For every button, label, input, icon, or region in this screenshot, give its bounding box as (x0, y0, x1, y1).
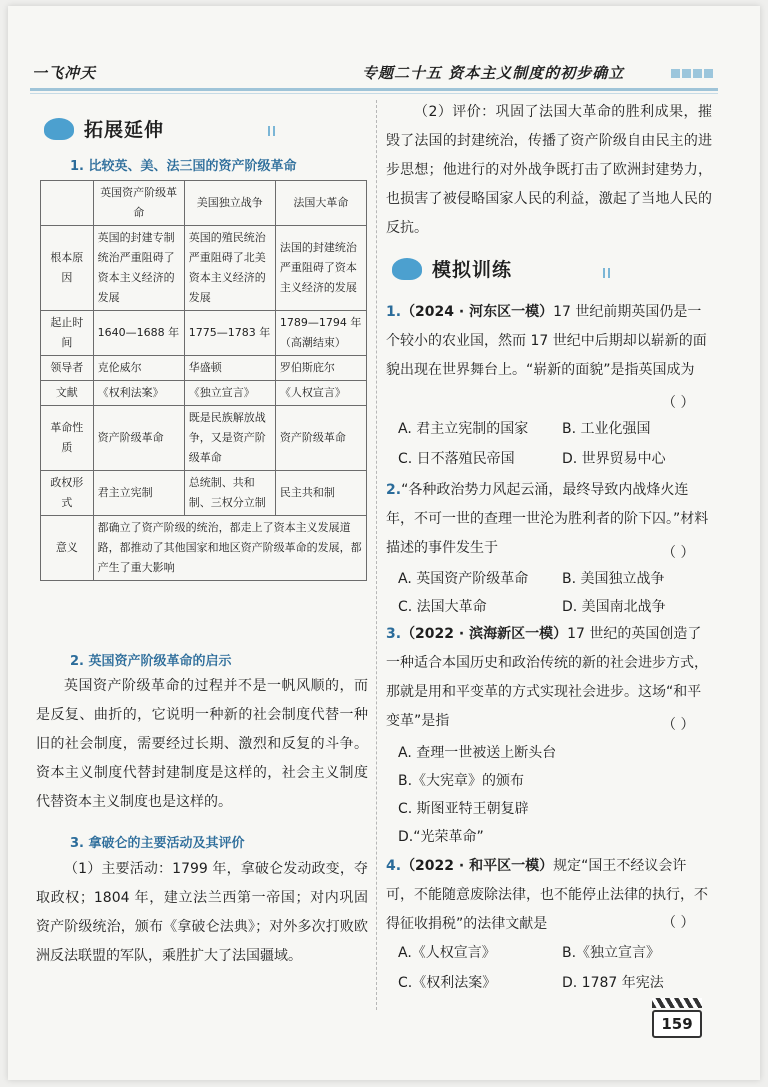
table-cell: 1789—1794 年（高潮结束） (275, 311, 366, 356)
section-title-practice: 模拟训练 (432, 259, 513, 281)
option-b[interactable]: B.《独立宣言》 (562, 945, 661, 961)
chapter-title: 专题二十五 资本主义制度的初步确立 (362, 64, 625, 82)
paragraph-napoleon-evaluation: （2）评价：巩固了法国大革命的胜利成果，摧毁了法国的封建统治，传播了资产阶级自由民主的进步思想；他进行的对外战争既打击了欧洲封建势力，也损害了被侵略国家人民的利益，激起了当地人民的反抗。 (386, 104, 712, 236)
question-source: （2022 · 和平区一模） (401, 858, 554, 874)
table-cell: 法国的封建统治严重阻碍了资本主义经济的发展 (275, 226, 366, 311)
answer-blank[interactable]: （ ） (662, 915, 695, 931)
option-a[interactable]: A. 君主立宪制的国家 (398, 421, 529, 437)
table-cell: 克伦威尔 (93, 356, 184, 381)
question-1 (386, 298, 712, 385)
table-row (41, 356, 367, 381)
question-number: 2. (386, 482, 402, 498)
option-c[interactable]: C.《权利法案》 (398, 975, 497, 991)
option-d[interactable]: D. 世界贸易中心 (562, 451, 666, 467)
paragraph-napoleon-activities: （1）主要活动：1799 年，拿破仑发动政变，夺取政权；1804 年，建立法兰西第一帝国；对内巩固资产阶级统治，颁布《拿破仑法典》；对外多次打败欧洲反法联盟的军队，乘胜扩大了法国疆域。 (36, 861, 368, 964)
table-row (41, 471, 367, 516)
table-header-row (41, 181, 367, 226)
table-cell: 1775—1783 年 (184, 311, 275, 356)
table-cell: 英国的殖民统治严重阻碍了北美资本主义经济的发展 (184, 226, 275, 311)
row-label: 起止时间 (41, 311, 94, 356)
table-row (41, 516, 367, 581)
page-number-decoration (652, 998, 702, 1008)
book-brand: 一飞冲天 (32, 64, 97, 82)
row-label: 根本原因 (41, 226, 94, 311)
option-d[interactable]: D. 1787 年宪法 (562, 975, 664, 991)
option-b[interactable]: B. 工业化强国 (562, 421, 651, 437)
table-header-cell (41, 181, 94, 226)
revolution-comparison-table (40, 180, 367, 581)
table-row (41, 406, 367, 471)
table-header-cell: 法国大革命 (275, 181, 366, 226)
option-c[interactable]: C. 法国大革命 (398, 599, 487, 615)
question-source: （2024 · 河东区一模） (401, 304, 554, 320)
question-text: “各种政治势力风起云涌，最终导致内战烽火连年，不可一世的查理一世沦为胜利者的阶下囚。”材料描述的事件发生于 (386, 482, 709, 556)
table-row (41, 226, 367, 311)
option-d[interactable]: D. 美国南北战争 (562, 599, 666, 615)
option-a[interactable]: A.《人权宣言》 (398, 945, 496, 961)
table-cell: 君主立宪制 (93, 471, 184, 516)
table-cell: 资产阶级革命 (93, 406, 184, 471)
section-icon (392, 258, 422, 280)
table-cell: 《人权宣言》 (275, 381, 366, 406)
row-label: 领导者 (41, 356, 94, 381)
header-decoration (670, 64, 714, 83)
table-cell: 资产阶级革命 (275, 406, 366, 471)
header-rule (30, 88, 718, 91)
subheading-compare: 1. 比较英、美、法三国的资产阶级革命 (70, 159, 297, 174)
question-number: 1. (386, 304, 402, 320)
section-title-bar (603, 268, 610, 278)
option-c[interactable]: C. 日不落殖民帝国 (398, 451, 515, 467)
section-title-extension: 拓展延伸 (84, 119, 165, 141)
table-header-cell: 英国资产阶级革命 (93, 181, 184, 226)
table-cell: 《权利法案》 (93, 381, 184, 406)
option-c[interactable]: C. 斯图亚特王朝复辟 (398, 801, 529, 817)
question-number: 3. (386, 626, 402, 642)
table-cell-meaning: 都确立了资产阶级的统治，都走上了资本主义发展道路，都推动了其他国家和地区资产阶级革命的发展，都产生了重大影响 (93, 516, 366, 581)
section-icon (44, 118, 74, 140)
table-header-cell: 美国独立战争 (184, 181, 275, 226)
option-a[interactable]: A. 英国资产阶级革命 (398, 571, 529, 587)
subheading-enlightenment: 2. 英国资产阶级革命的启示 (70, 654, 232, 669)
table-cell: 民主共和制 (275, 471, 366, 516)
question-text: 17 世纪的英国创造了一种适合本国历史和政治传统的新的社会进步方式，那就是用和平变革的方式实现社会进步。这场“和平变革”是指 (386, 626, 708, 729)
table-cell: 既是民族解放战争，又是资产阶级革命 (184, 406, 275, 471)
option-b[interactable]: B.《大宪章》的颁布 (398, 773, 525, 789)
option-a[interactable]: A. 查理一世被送上断头台 (398, 745, 557, 761)
question-text: 规定“国王不经议会许可，不能随意废除法律，也不能停止法律的执行，不得征收捐税”的法律文献是 (386, 858, 708, 932)
row-label: 政权形式 (41, 471, 94, 516)
table-cell: 华盛顿 (184, 356, 275, 381)
question-number: 4. (386, 858, 402, 874)
row-label: 意义 (41, 516, 94, 581)
page-number: 159 (652, 1010, 702, 1038)
question-source: （2022 · 滨海新区一模） (401, 626, 568, 642)
answer-blank[interactable]: （ ） (662, 395, 695, 411)
table-cell: 总统制、共和制、三权分立制 (184, 471, 275, 516)
question-text: 17 世纪前期英国仍是一个较小的农业国，然而 17 世纪中后期却以崭新的面貌出现在世界舞台上。“崭新的面貌”是指英国成为 (386, 304, 707, 378)
option-b[interactable]: B. 美国独立战争 (562, 571, 665, 587)
paragraph-enlightenment: 英国资产阶级革命的过程并不是一帆风顺的，而是反复、曲折的，它说明一种新的社会制度代替一种旧的社会制度，需要经过长期、激烈和反复的斗争。资本主义制度代替封建制度是这样的，社会主义制度代替资本主义制度也是这样的。 (36, 678, 368, 810)
subheading-napoleon: 3. 拿破仑的主要活动及其评价 (70, 836, 245, 851)
table-cell: 英国的封建专制统治严重阻碍了资本主义经济的发展 (93, 226, 184, 311)
option-d[interactable]: D.“光荣革命” (398, 829, 484, 845)
table-cell: 《独立宣言》 (184, 381, 275, 406)
section-title-bar (268, 126, 275, 136)
table-row (41, 311, 367, 356)
header-rule-thin (30, 93, 718, 94)
table-cell: 罗伯斯庇尔 (275, 356, 366, 381)
answer-blank[interactable]: （ ） (662, 545, 695, 561)
answer-blank[interactable]: （ ） (662, 717, 695, 733)
row-label: 文献 (41, 381, 94, 406)
row-label: 革命性质 (41, 406, 94, 471)
column-divider (376, 100, 377, 1010)
table-row (41, 381, 367, 406)
table-cell: 1640—1688 年 (93, 311, 184, 356)
